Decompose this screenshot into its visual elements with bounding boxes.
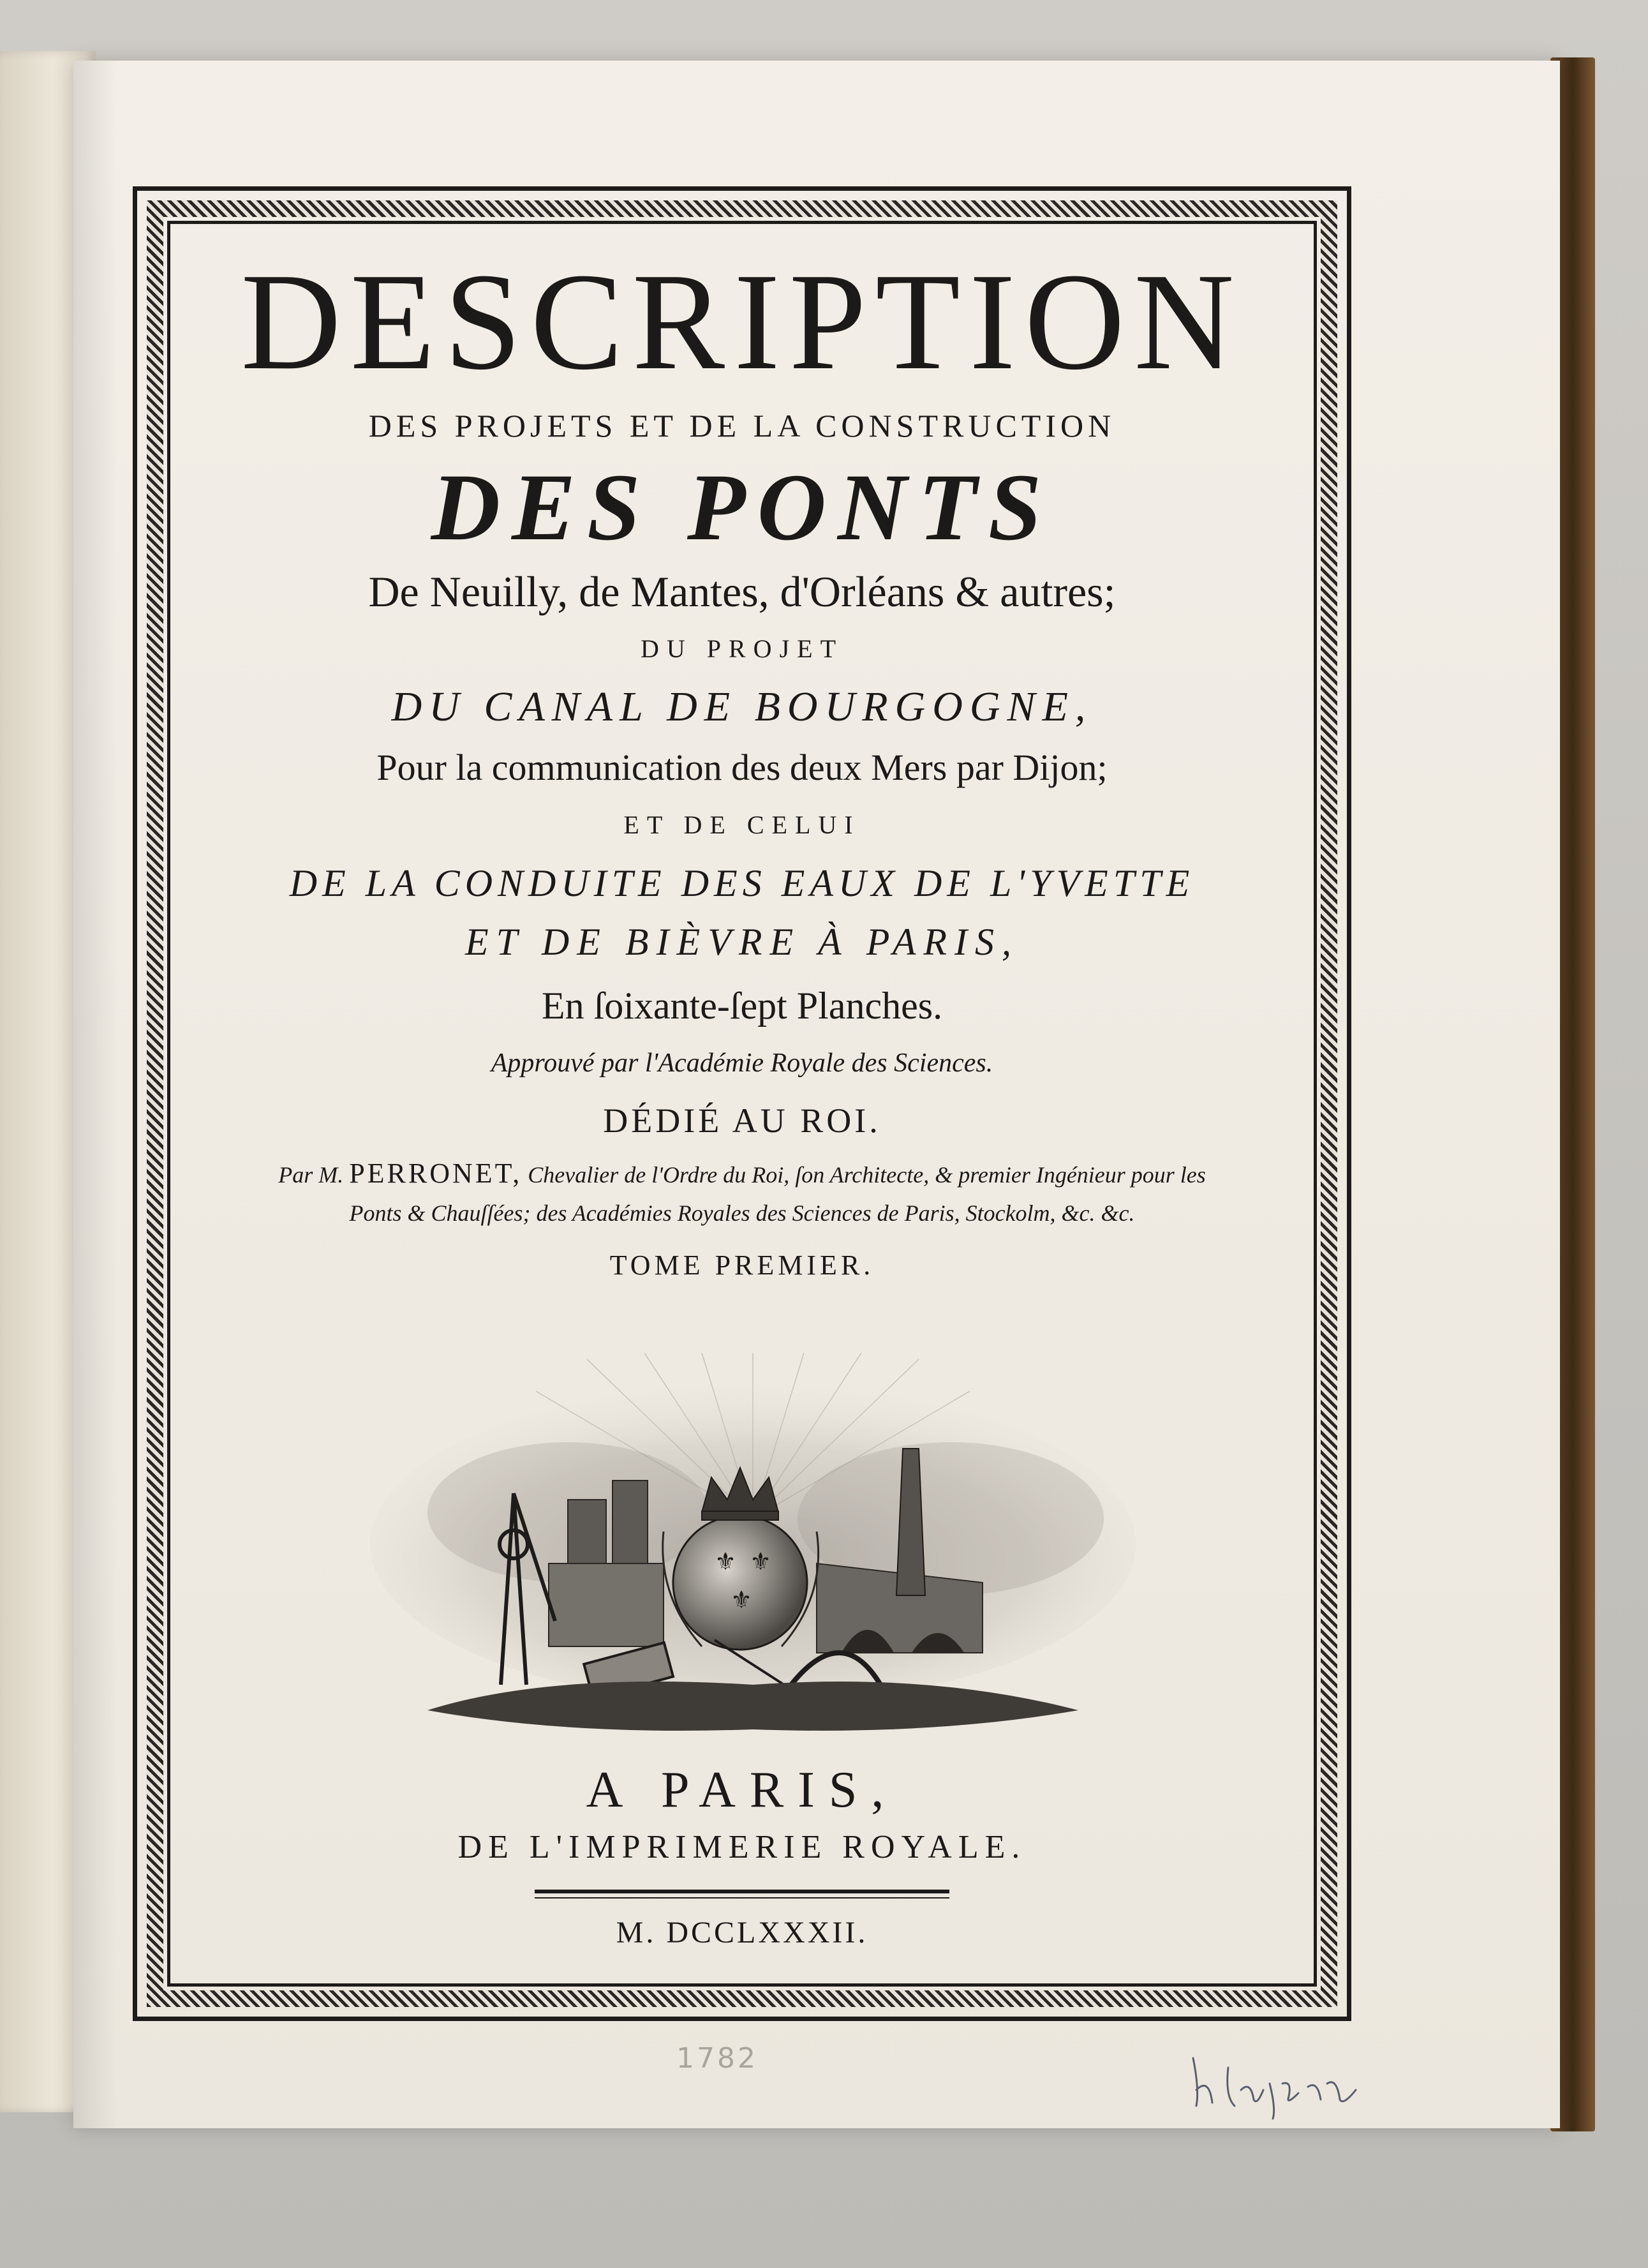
bievre-line: ET DE BIÈVRE À PARIS,	[465, 921, 1019, 963]
subtitle-ponts: DES PONTS	[431, 454, 1053, 560]
imprint-rule-thin	[535, 1897, 949, 1899]
bridges-list: De Neuilly, de Mantes, d'Orléans & autres;	[368, 567, 1116, 616]
canal-line: DU CANAL DE BOURGOGNE,	[391, 683, 1093, 730]
author-prefix: Par M.	[278, 1162, 344, 1188]
ground	[427, 1682, 1078, 1731]
engraved-vignette	[357, 1353, 1148, 1768]
author-line-1	[172, 1156, 1312, 1192]
page-gutter-shadow	[73, 61, 118, 2128]
svg-text:⚜: ⚜	[750, 1548, 772, 1576]
communication-line: Pour la communication des deux Mers par Dijon;	[376, 747, 1108, 788]
svg-text:⚜: ⚜	[715, 1548, 737, 1576]
imprint-date: M. DCCLXXXII.	[616, 1916, 868, 1950]
author-name: PERRONET,	[349, 1158, 523, 1189]
royal-globe	[673, 1516, 807, 1650]
imprint-printer: DE L'IMPRIMERIE ROYALE.	[457, 1829, 1027, 1865]
pencil-year-annotation: 1782	[676, 2042, 758, 2075]
approval-line: Approuvé par l'Académie Royale des Sciences.	[491, 1048, 993, 1078]
du-projet-line: DU PROJET	[640, 634, 844, 663]
planches-line: En ſoixante-ſept Planches.	[541, 985, 943, 1027]
et-de-celui-line: ET DE CELUI	[623, 810, 861, 839]
tome-line: TOME PREMIER.	[609, 1250, 875, 1281]
imprint-block	[172, 1758, 1312, 1958]
conduite-line: DE LA CONDUITE DES EAUX DE L'YVETTE	[289, 862, 1195, 904]
author-titles: Chevalier de l'Ordre du Roi, ſon Architecte, & premier Ingénieur pour les	[528, 1162, 1206, 1188]
title-text-block	[172, 230, 1312, 1294]
svg-text:⚜: ⚜	[731, 1586, 753, 1614]
handwritten-signature	[1180, 2045, 1384, 2122]
subtitle-projets: DES PROJETS ET DE LA CONSTRUCTION	[368, 408, 1116, 444]
dedication-line: DÉDIÉ AU ROI.	[603, 1101, 881, 1140]
main-title: DESCRIPTION	[241, 245, 1243, 399]
author-line-2: Ponts & Chauſſées; des Académies Royales des Sciences de Paris, Stockolm, &c. &c.	[349, 1200, 1135, 1226]
imprint-rule-thick	[535, 1890, 949, 1893]
imprint-city: A PARIS,	[586, 1762, 898, 1818]
